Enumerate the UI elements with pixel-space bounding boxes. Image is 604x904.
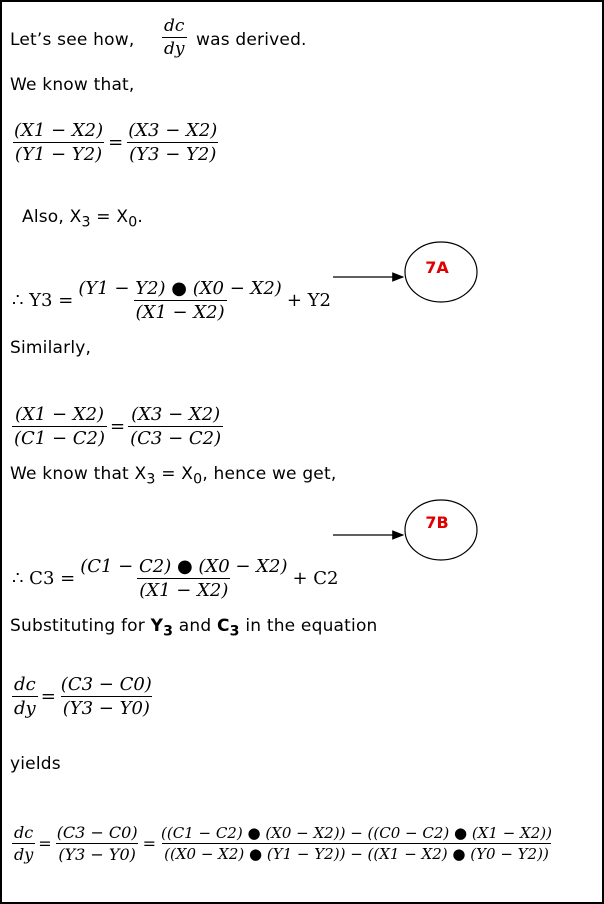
label-7b: 7B xyxy=(425,513,449,532)
eq-c3-num: (C1 − C2) ● (X0 − X2) xyxy=(80,556,288,577)
also-sub2: 0 xyxy=(128,214,138,231)
intro-prefix: Let’s see how, xyxy=(10,30,135,50)
eq-final-mid-den: (Y3 − Y0) xyxy=(58,845,136,864)
eq-final-lhs-num: dc xyxy=(14,823,34,842)
subst-y: Y xyxy=(150,616,164,636)
hence-mid: = X xyxy=(155,464,194,484)
hence-prefix: We know that X xyxy=(10,464,147,484)
eq2-lhs-den: (C1 − C2) xyxy=(14,428,106,449)
eq1-rhs-num: (X3 − X2) xyxy=(128,120,218,141)
eq-c3-therefore: ∴ C3 = xyxy=(12,568,76,589)
eq1-rhs-den: (Y3 − Y2) xyxy=(129,144,217,165)
also-sub1: 3 xyxy=(81,214,91,231)
eq-final-rhs-num: ((C1 − C2) ● (X0 − X2)) − ((C0 − C2) ● (X1 − X2)) xyxy=(161,824,552,842)
eq1-lhs-num: (X1 − X2) xyxy=(14,120,104,141)
subst-c: C xyxy=(216,616,230,636)
hence-sub1: 3 xyxy=(146,471,156,488)
eq2-lhs-num: (X1 − X2) xyxy=(14,404,105,425)
eq-dcdy-rhs-den: (Y3 − Y0) xyxy=(62,698,150,719)
eq-final-mid-num: (C3 − C0) xyxy=(56,823,138,842)
eq-c3-den: (X1 − X2) xyxy=(139,580,229,601)
eq-y3-num: (Y1 − Y2) ● (X0 − X2) xyxy=(78,278,282,299)
equation-x-y-ratio: $\frac{(X1 - X2)}{(Y1 - Y2)}$ = $\frac{(X3 - X2)}{(Y3 - Y2)}$ xyxy=(14,120,218,165)
hence-sub2: 0 xyxy=(193,471,203,488)
eq-final-lhs-den: dy xyxy=(14,845,34,864)
equation-final: $\frac{dc}{dy}$ = $\frac{(C3 - C0)}{(Y3 - Y0)}$ = $\frac{((C1 - C2) ● (X0 - X2)) - ((C0 - C2) ● (X1 - X2))}{((X0 - X2) ● (Y1 - Y2)) - ((X1 - X2) ● (Y0 - Y2))}$ xyxy=(14,823,552,864)
eq-dcdy-lhs-num: dc xyxy=(14,674,36,695)
intro-suffix: was derived. xyxy=(196,30,307,50)
subst-ysub: 3 xyxy=(163,623,174,640)
eq1-lhs-den: (Y1 − Y2) xyxy=(14,144,103,165)
subst-csub: 3 xyxy=(229,623,240,640)
yields: yields xyxy=(10,754,61,774)
similarly: Similarly, xyxy=(10,338,92,358)
hence-suffix: , hence we get, xyxy=(202,464,337,484)
subst-and: and xyxy=(173,616,217,636)
we-know-that: We know that, xyxy=(10,75,135,95)
intro-frac-num: dc xyxy=(164,16,185,36)
label-7a: 7A xyxy=(425,258,449,277)
eq-y3-tail: + Y2 xyxy=(286,290,331,311)
eq-dcdy-rhs-num: (C3 − C0) xyxy=(60,674,152,695)
eq-c3-tail: + C2 xyxy=(292,568,339,589)
also-prefix: Also, X xyxy=(22,207,82,227)
also-suffix: . xyxy=(137,207,144,227)
eq2-rhs-num: (X3 − X2) xyxy=(131,404,221,425)
equation-dcdy: $\frac{dc}{dy}$ = $\frac{(C3 - C0)}{(Y3 - Y0)}$ xyxy=(14,674,152,719)
eq-dcdy-lhs-den: dy xyxy=(14,698,36,719)
eq-y3-therefore: ∴ Y3 = xyxy=(12,290,74,311)
subst-suffix: in the equation xyxy=(239,616,378,636)
eq-y3-den: (X1 − X2) xyxy=(135,302,225,323)
eq-final-rhs-den: ((X0 − X2) ● (Y1 − Y2)) − ((X1 − X2) ● (Y0 − Y2)) xyxy=(164,845,549,863)
intro-frac-den: dy xyxy=(164,39,185,59)
also-mid: = X xyxy=(90,207,129,227)
subst-prefix: Substituting for xyxy=(10,616,151,636)
equation-x-c-ratio: $\frac{(X1 - X2)}{(C1 - C2)}$ = $\frac{(X3 - X2)}{(C3 - C2)}$ xyxy=(14,404,222,449)
eq2-rhs-den: (C3 − C2) xyxy=(130,428,222,449)
